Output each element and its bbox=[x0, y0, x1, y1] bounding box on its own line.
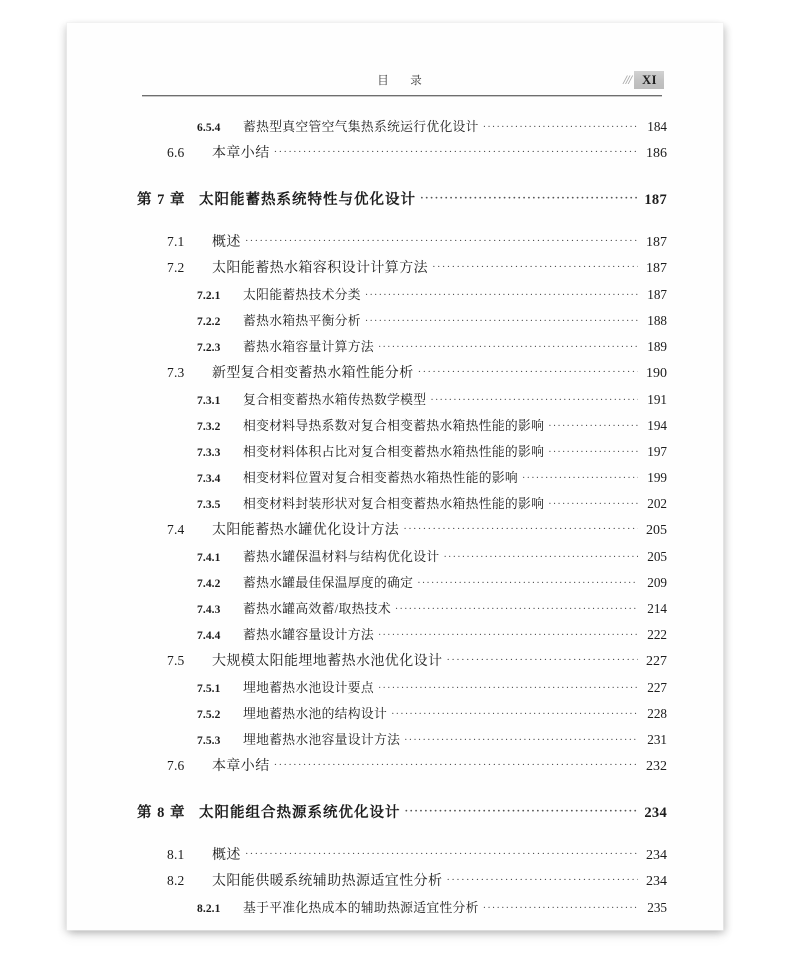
toc-entry-number: 7.1 bbox=[167, 234, 185, 249]
toc-entry-title: 相变材料位置对复合相变蓄热水箱热性能的影响 bbox=[243, 471, 519, 485]
toc-entry-subsection[interactable] bbox=[197, 598, 667, 617]
toc-entry-title: 相变材料封装形状对复合相变蓄热水箱热性能的影响 bbox=[243, 497, 545, 511]
vertical-spacer bbox=[67, 209, 723, 231]
toc-entry-section[interactable] bbox=[167, 142, 667, 162]
toc-entry-number: 7.3 bbox=[167, 365, 185, 380]
toc-entry-title: 概述 bbox=[212, 235, 241, 250]
toc-entry-number: 7.5.1 bbox=[197, 683, 221, 695]
toc-dot-leader bbox=[446, 654, 638, 666]
toc-dot-leader bbox=[404, 735, 638, 746]
toc-entry-page-number: 199 bbox=[647, 470, 667, 485]
toc-entry-page-number: 227 bbox=[647, 680, 667, 695]
toc-entry-page-number: 228 bbox=[647, 706, 667, 721]
toc-entry-subsection[interactable] bbox=[197, 572, 667, 591]
slash-decoration-icon: /// bbox=[623, 71, 632, 87]
toc-entry-subsection[interactable] bbox=[197, 415, 667, 434]
toc-entry-page-number: 205 bbox=[647, 549, 667, 564]
toc-entry-title: 太阳能蓄热系统特性与优化设计 bbox=[199, 192, 416, 208]
toc-entry-number: 第 7 章 bbox=[137, 192, 186, 208]
toc-entry-page-number: 205 bbox=[646, 523, 667, 538]
toc-dot-leader bbox=[391, 709, 638, 720]
book-page-sheet bbox=[67, 23, 723, 930]
toc-dot-leader bbox=[420, 192, 638, 204]
toc-dot-leader bbox=[365, 316, 638, 327]
toc-entry-title: 相变材料导热系数对复合相变蓄热水箱热性能的影响 bbox=[243, 419, 545, 433]
toc-entry-title: 本章小结 bbox=[212, 146, 270, 161]
toc-entry-number: 7.2.1 bbox=[197, 290, 221, 302]
toc-entry-title: 大规模太阳能埋地蓄热水池优化设计 bbox=[212, 654, 443, 669]
toc-entry-number: 第 8 章 bbox=[137, 805, 186, 821]
toc-entry-number: 7.6 bbox=[167, 758, 185, 773]
toc-dot-leader bbox=[432, 261, 638, 273]
toc-entry-number: 7.2.2 bbox=[197, 316, 221, 328]
toc-entry-page-number: 214 bbox=[647, 601, 667, 616]
toc-entry-chapter[interactable] bbox=[137, 801, 667, 822]
toc-entry-page-number: 234 bbox=[646, 874, 667, 889]
toc-entry-subsection[interactable] bbox=[197, 310, 667, 329]
toc-entry-title: 蓄热水罐最佳保温厚度的确定 bbox=[243, 576, 414, 590]
toc-entry-section[interactable] bbox=[167, 519, 667, 539]
toc-dot-leader bbox=[378, 342, 638, 353]
toc-dot-leader bbox=[430, 395, 638, 406]
toc-dot-leader bbox=[365, 290, 638, 301]
toc-entry-page-number: 197 bbox=[647, 444, 667, 459]
toc-entry-title: 蓄热水罐容量设计方法 bbox=[243, 628, 374, 642]
toc-entry-title: 太阳能蓄热水箱容积设计计算方法 bbox=[212, 261, 428, 276]
running-head-rule bbox=[142, 95, 662, 96]
toc-entry-subsection[interactable] bbox=[197, 493, 667, 512]
toc-dot-leader bbox=[446, 874, 638, 886]
page-folio-number: XI bbox=[634, 71, 664, 89]
toc-dot-leader bbox=[548, 421, 638, 432]
toc-entry-subsection[interactable] bbox=[197, 677, 667, 696]
toc-entry-section[interactable] bbox=[167, 362, 667, 382]
toc-entry-number: 7.3.3 bbox=[197, 447, 221, 459]
toc-dot-leader bbox=[245, 235, 638, 247]
toc-entry-number: 7.5.2 bbox=[197, 709, 221, 721]
toc-entry-number: 7.3.2 bbox=[197, 421, 221, 433]
toc-entry-subsection[interactable] bbox=[197, 116, 667, 135]
toc-entry-title: 本章小结 bbox=[212, 759, 270, 774]
toc-entry-number: 7.3.5 bbox=[197, 499, 221, 511]
toc-entry-section[interactable] bbox=[167, 755, 667, 775]
toc-entry-section[interactable] bbox=[167, 257, 667, 277]
toc-entry-page-number: 188 bbox=[647, 313, 667, 328]
toc-entry-number: 6.6 bbox=[167, 145, 185, 160]
vertical-spacer bbox=[67, 822, 723, 844]
toc-dot-leader bbox=[405, 805, 639, 817]
toc-entry-number: 7.3.1 bbox=[197, 395, 221, 407]
toc-entry-number: 6.5.4 bbox=[197, 122, 221, 134]
toc-entry-title: 相变材料体积占比对复合相变蓄热水箱热性能的影响 bbox=[243, 445, 545, 459]
page-content-area bbox=[67, 23, 723, 930]
toc-entry-title: 太阳能供暖系统辅助热源适宜性分析 bbox=[212, 874, 443, 889]
toc-entry-page-number: 232 bbox=[646, 759, 667, 774]
toc-entry-number: 7.4.2 bbox=[197, 578, 221, 590]
toc-dot-leader bbox=[274, 146, 638, 158]
toc-dot-leader bbox=[403, 523, 638, 535]
toc-entry-subsection[interactable] bbox=[197, 729, 667, 748]
toc-entry-title: 埋地蓄热水池设计要点 bbox=[243, 681, 374, 695]
toc-entry-subsection[interactable] bbox=[197, 624, 667, 643]
toc-entry-page-number: 235 bbox=[647, 900, 667, 915]
toc-entry-chapter[interactable] bbox=[137, 188, 667, 209]
toc-entry-number: 7.4.3 bbox=[197, 604, 221, 616]
toc-entry-title: 蓄热水罐高效蓄/取热技术 bbox=[243, 602, 391, 616]
toc-entry-page-number: 187 bbox=[646, 235, 667, 250]
toc-entry-page-number: 184 bbox=[647, 119, 667, 134]
toc-entry-page-number: 187 bbox=[646, 261, 667, 276]
toc-entry-subsection[interactable] bbox=[197, 897, 667, 916]
running-head bbox=[142, 72, 662, 94]
toc-entry-section[interactable] bbox=[167, 870, 667, 890]
toc-entry-title: 概述 bbox=[212, 848, 241, 863]
toc-entry-number: 7.4.1 bbox=[197, 552, 221, 564]
toc-entry-page-number: 231 bbox=[647, 732, 667, 747]
toc-dot-leader bbox=[395, 604, 638, 615]
folio-group bbox=[623, 70, 664, 89]
toc-entry-title: 复合相变蓄热水箱传热数学模型 bbox=[243, 393, 427, 407]
toc-entry-page-number: 234 bbox=[644, 805, 667, 821]
vertical-spacer bbox=[67, 162, 723, 188]
toc-dot-leader bbox=[483, 122, 638, 133]
toc-entry-title: 太阳能组合热源系统优化设计 bbox=[199, 805, 401, 821]
toc-dot-leader bbox=[548, 499, 638, 510]
toc-entry-title: 蓄热水箱热平衡分析 bbox=[243, 314, 361, 328]
running-head-title: 目 录 bbox=[377, 75, 427, 87]
toc-entry-number: 7.4 bbox=[167, 522, 185, 537]
toc-entry-title: 太阳能蓄热水罐优化设计方法 bbox=[212, 523, 400, 538]
toc-entry-subsection[interactable] bbox=[197, 467, 667, 486]
toc-entry-page-number: 202 bbox=[647, 496, 667, 511]
toc-entry-title: 埋地蓄热水池的结构设计 bbox=[243, 707, 388, 721]
toc-entry-page-number: 194 bbox=[647, 418, 667, 433]
toc-dot-leader bbox=[418, 366, 638, 378]
toc-entry-title: 蓄热水箱容量计算方法 bbox=[243, 340, 374, 354]
toc-entry-number: 7.2.3 bbox=[197, 342, 221, 354]
toc-entry-section[interactable] bbox=[167, 844, 667, 864]
toc-entry-subsection[interactable] bbox=[197, 703, 667, 722]
toc-dot-leader bbox=[378, 683, 638, 694]
toc-entry-number: 7.5 bbox=[167, 653, 185, 668]
toc-entry-page-number: 227 bbox=[646, 654, 667, 669]
toc-dot-leader bbox=[245, 848, 638, 860]
toc-entry-subsection[interactable] bbox=[197, 389, 667, 408]
toc-entry-title: 新型复合相变蓄热水箱性能分析 bbox=[212, 366, 414, 381]
toc-entry-page-number: 234 bbox=[646, 848, 667, 863]
toc-entry-title: 蓄热水罐保温材料与结构优化设计 bbox=[243, 550, 440, 564]
toc-dot-leader bbox=[417, 578, 638, 589]
toc-entry-title: 埋地蓄热水池容量设计方法 bbox=[243, 733, 401, 747]
toc-dot-leader bbox=[443, 552, 638, 563]
toc-dot-leader bbox=[522, 473, 638, 484]
toc-entry-subsection[interactable] bbox=[197, 284, 667, 303]
toc-entry-section[interactable] bbox=[167, 231, 667, 251]
toc-entry-page-number: 190 bbox=[646, 366, 667, 381]
table-of-contents bbox=[67, 116, 723, 916]
toc-dot-leader bbox=[274, 759, 638, 771]
toc-entry-number: 7.2 bbox=[167, 260, 185, 275]
toc-entry-number: 7.5.3 bbox=[197, 735, 221, 747]
toc-entry-page-number: 187 bbox=[644, 192, 667, 208]
toc-entry-section[interactable] bbox=[167, 650, 667, 670]
toc-dot-leader bbox=[483, 903, 638, 914]
toc-entry-title: 基于平准化热成本的辅助热源适宜性分析 bbox=[243, 901, 479, 915]
toc-dot-leader bbox=[548, 447, 638, 458]
toc-entry-page-number: 187 bbox=[647, 287, 667, 302]
toc-entry-title: 太阳能蓄热技术分类 bbox=[243, 288, 361, 302]
toc-entry-subsection[interactable] bbox=[197, 336, 667, 355]
toc-entry-number: 8.2.1 bbox=[197, 903, 221, 915]
toc-entry-subsection[interactable] bbox=[197, 441, 667, 460]
toc-entry-page-number: 189 bbox=[647, 339, 667, 354]
toc-entry-number: 8.2 bbox=[167, 873, 185, 888]
toc-entry-number: 8.1 bbox=[167, 847, 185, 862]
toc-entry-number: 7.3.4 bbox=[197, 473, 221, 485]
toc-entry-number: 7.4.4 bbox=[197, 630, 221, 642]
vertical-spacer bbox=[67, 775, 723, 801]
toc-entry-subsection[interactable] bbox=[197, 546, 667, 565]
toc-entry-page-number: 209 bbox=[647, 575, 667, 590]
toc-entry-page-number: 191 bbox=[647, 392, 667, 407]
toc-entry-page-number: 186 bbox=[646, 146, 667, 161]
toc-entry-page-number: 222 bbox=[647, 627, 667, 642]
toc-entry-title: 蓄热型真空管空气集热系统运行优化设计 bbox=[243, 120, 479, 134]
toc-dot-leader bbox=[378, 630, 638, 641]
